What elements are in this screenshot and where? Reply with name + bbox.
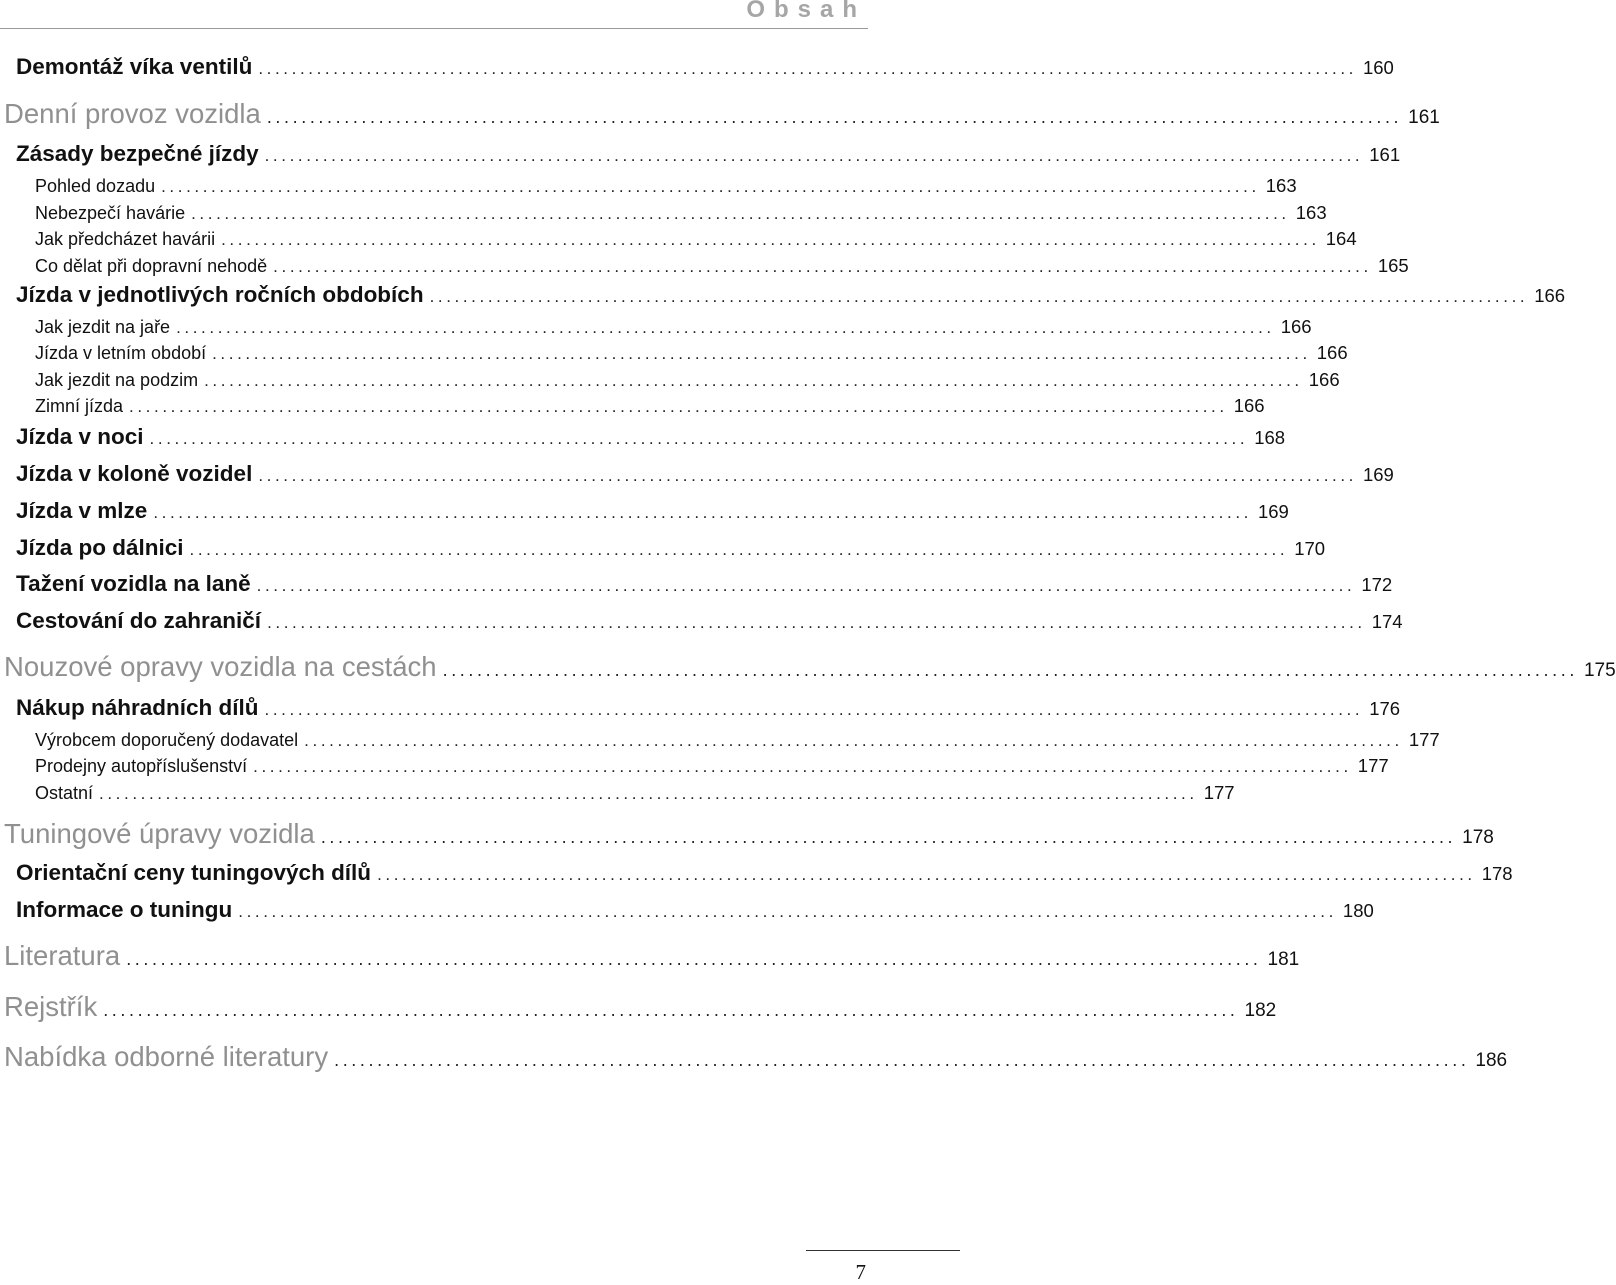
toc-entry-title: Rejstřík	[4, 991, 98, 1022]
toc-entry	[16, 461, 1394, 487]
toc-dot-leader: ....................................................................................................................................	[258, 466, 1357, 485]
toc-dot-leader: ....................................................................................................................................	[264, 700, 1364, 719]
toc-entry-title: Nákup náhradních dílů	[16, 695, 259, 720]
toc-dot-leader: ....................................................................................................................................	[103, 1000, 1239, 1020]
toc-entry-page: 165	[1377, 255, 1409, 276]
toc-entry-title: Jízda v koloně vozidel	[16, 461, 253, 486]
toc-dot-leader: ....................................................................................................................................	[238, 902, 1337, 921]
toc-dot-leader: ....................................................................................................................................	[161, 177, 1260, 196]
header-rule	[0, 28, 868, 29]
toc-entry	[35, 755, 1389, 777]
toc-entry	[4, 818, 1494, 850]
toc-entry	[16, 282, 1566, 308]
toc-entry-page: 176	[1369, 698, 1401, 719]
toc-entry	[16, 535, 1326, 561]
toc-entry-page: 163	[1265, 175, 1297, 196]
toc-entry-title: Nabídka odborné literatury	[4, 1041, 329, 1072]
toc-entry-page: 181	[1267, 949, 1300, 970]
toc-entry-page: 166	[1233, 395, 1265, 416]
toc-entry	[16, 424, 1286, 450]
toc-entry-page: 178	[1481, 863, 1513, 884]
toc-entry-title: Literatura	[4, 940, 121, 971]
toc-dot-leader: ....................................................................................................................................	[212, 344, 1311, 363]
toc-entry-page: 180	[1342, 900, 1374, 921]
toc-entry	[16, 54, 1394, 80]
toc-entry	[16, 571, 1393, 597]
toc-dot-leader: ....................................................................................................................................	[191, 204, 1290, 223]
toc-entry	[16, 608, 1403, 634]
toc-entry	[4, 1041, 1508, 1073]
toc-entry-page: 174	[1371, 611, 1403, 632]
toc-dot-leader: ....................................................................................................................................	[176, 318, 1275, 337]
toc-entry	[4, 98, 1440, 130]
toc-entry	[16, 695, 1401, 721]
toc-dot-leader: ....................................................................................................................................	[273, 257, 1372, 276]
toc-entry-title: Demontáž víka ventilů	[16, 54, 253, 79]
toc-entry-title: Cestování do zahraničí	[16, 608, 262, 633]
toc-entry-page: 169	[1362, 464, 1394, 485]
header-title: Obsah	[746, 0, 866, 23]
toc-entry-page: 178	[1462, 827, 1494, 848]
toc-entry-title: Jízda v mlze	[16, 498, 148, 523]
toc-entry-page: 172	[1361, 574, 1393, 595]
toc-entry-title: Jízda v letním období	[35, 343, 207, 363]
toc-entry-title: Jak předcházet havárii	[35, 229, 216, 249]
toc-entry-page: 166	[1280, 316, 1312, 337]
toc-dot-leader: ....................................................................................................................................	[204, 371, 1303, 390]
toc-entry-title: Výrobcem doporučený dodavatel	[35, 730, 299, 750]
toc-dot-leader: ....................................................................................................................................	[334, 1050, 1470, 1070]
toc-entry	[4, 940, 1300, 972]
toc-entry	[35, 175, 1297, 197]
toc-entry	[35, 255, 1409, 277]
toc-entry-title: Jízda v noci	[16, 424, 144, 449]
toc-entry	[35, 369, 1340, 391]
toc-entry-page: 175	[1583, 660, 1616, 681]
toc-entry-page: 170	[1294, 538, 1326, 559]
toc-entry-page: 169	[1257, 501, 1289, 522]
toc-dot-leader: ....................................................................................................................................	[253, 757, 1352, 776]
toc-entry-page: 186	[1475, 1050, 1508, 1071]
toc-dot-leader: ....................................................................................................................................	[267, 613, 1366, 632]
toc-entry-page: 168	[1254, 427, 1286, 448]
toc-entry	[35, 228, 1357, 250]
toc-dot-leader: ....................................................................................................................................	[153, 503, 1252, 522]
toc-entry	[4, 651, 1616, 683]
toc-entry-page: 166	[1316, 342, 1348, 363]
toc-entry-page: 163	[1295, 202, 1327, 223]
toc-entry-title: Jak jezdit na jaře	[35, 317, 171, 337]
toc-entry-title: Orientační ceny tuningových dílů	[16, 860, 372, 885]
toc-entry-title: Pohled dozadu	[35, 176, 156, 196]
toc-entry	[35, 729, 1440, 751]
toc-dot-leader: ....................................................................................................................................	[149, 429, 1249, 448]
toc-entry-page: 182	[1244, 1000, 1277, 1021]
toc-dot-leader: ....................................................................................................................................	[129, 397, 1228, 416]
toc-entry-title: Jízda po dálnici	[16, 535, 184, 560]
toc-entry-page: 177	[1357, 755, 1389, 776]
toc-entry-title: Denní provoz vozidla	[4, 98, 261, 129]
toc-entry-title: Tuningové úpravy vozidla	[4, 818, 315, 849]
toc-entry-title: Ostatní	[35, 783, 94, 803]
toc-dot-leader: ....................................................................................................................................	[377, 865, 1476, 884]
toc-entry-page: 177	[1408, 729, 1440, 750]
toc-entry-title: Tažení vozidla na laně	[16, 571, 251, 596]
toc-entry	[35, 782, 1235, 804]
toc-entry	[35, 342, 1348, 364]
toc-entry	[35, 395, 1265, 417]
footer-rule	[806, 1250, 960, 1251]
toc-entry	[4, 991, 1277, 1023]
toc-dot-leader: ....................................................................................................................................	[99, 784, 1198, 803]
toc-dot-leader: ....................................................................................................................................	[126, 949, 1262, 969]
toc-entry	[16, 860, 1513, 886]
toc-entry-page: 160	[1362, 57, 1394, 78]
toc-entry-page: 164	[1325, 228, 1357, 249]
toc-entry	[35, 202, 1327, 224]
toc-entry-page: 161	[1408, 107, 1440, 128]
toc-entry-page: 177	[1203, 782, 1235, 803]
toc-dot-leader: ....................................................................................................................................	[221, 230, 1320, 249]
toc-entry-page: 166	[1308, 369, 1340, 390]
toc-entry-title: Co dělat při dopravní nehodě	[35, 256, 268, 276]
toc-dot-leader: ....................................................................................................................................	[256, 576, 1356, 595]
toc-entry-title: Nouzové opravy vozidla na cestách	[4, 651, 437, 682]
toc-entry-page: 166	[1534, 285, 1566, 306]
toc-entry-title: Nebezpečí havárie	[35, 203, 186, 223]
toc-entry-title: Zásady bezpečné jízdy	[16, 141, 259, 166]
toc-entry	[16, 897, 1374, 923]
toc-dot-leader: ....................................................................................................................................	[320, 827, 1457, 847]
toc-dot-leader: ....................................................................................................................................	[266, 107, 1403, 127]
toc-entry-title: Informace o tuningu	[16, 897, 233, 922]
toc-dot-leader: ....................................................................................................................................	[442, 660, 1578, 680]
toc-entry-title: Jízda v jednotlivých ročních obdobích	[16, 282, 424, 307]
toc-dot-leader: ....................................................................................................................................	[258, 59, 1357, 78]
toc-dot-leader: ....................................................................................................................................	[304, 731, 1403, 750]
toc-dot-leader: ....................................................................................................................................	[429, 287, 1529, 306]
toc-entry-page: 161	[1369, 144, 1401, 165]
toc-entry	[35, 316, 1312, 338]
toc-dot-leader: ....................................................................................................................................	[264, 146, 1364, 165]
toc-dot-leader: ....................................................................................................................................	[189, 540, 1289, 559]
toc-entry-title: Jak jezdit na podzim	[35, 370, 199, 390]
toc-entry	[16, 141, 1401, 167]
page-number: 7	[855, 1260, 866, 1284]
toc-entry-title: Zimní jízda	[35, 396, 124, 416]
toc-entry-title: Prodejny autopříslušenství	[35, 756, 248, 776]
toc-entry	[16, 498, 1289, 524]
